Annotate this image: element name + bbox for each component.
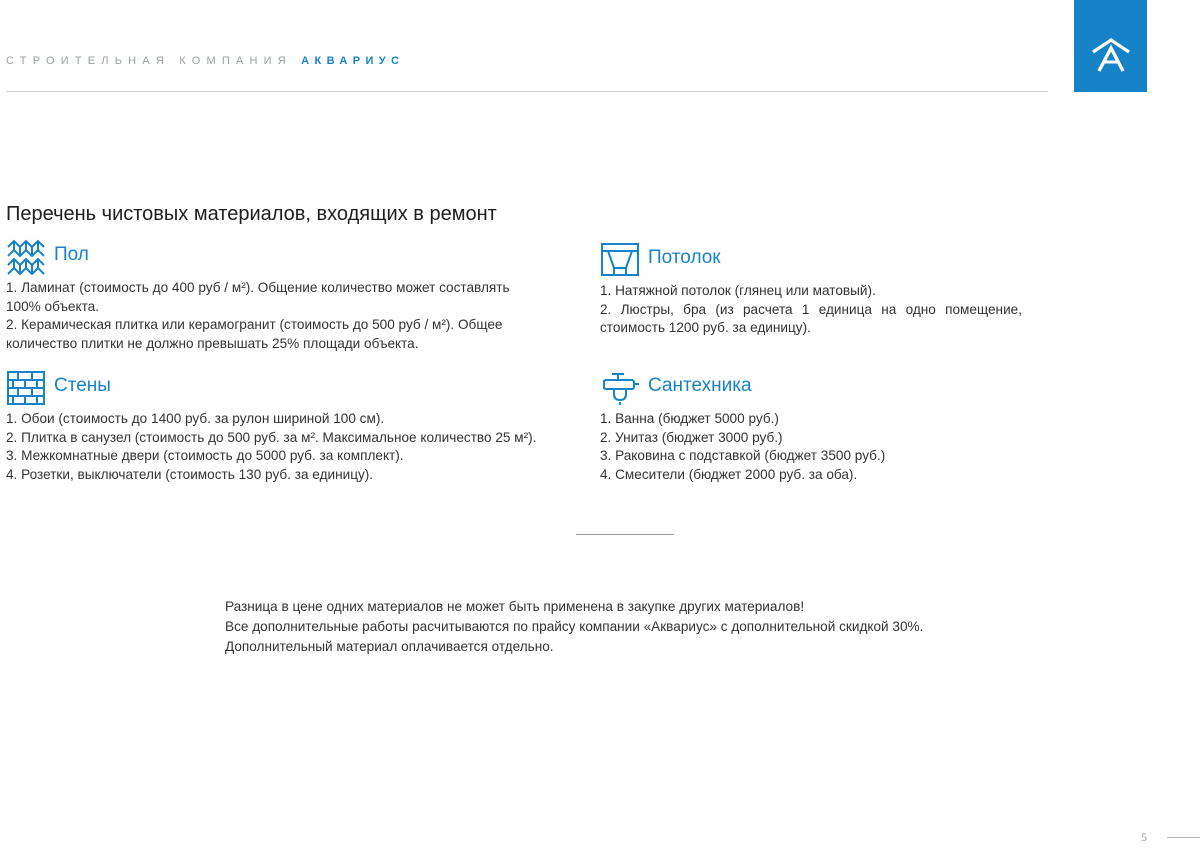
section-plumbing-title: Сантехника — [648, 375, 752, 396]
list-item: 1. Ламинат (стоимость до 400 руб / м²). Общение количество может составлять 100% объекта. — [6, 280, 510, 314]
header-divider — [6, 91, 1048, 92]
company-logo — [1074, 0, 1147, 92]
section-walls-title: Стены — [54, 375, 111, 396]
section-ceiling — [600, 242, 1022, 338]
company-label: СТРОИТЕЛЬНАЯ КОМПАНИЯ — [6, 55, 292, 67]
section-ceiling-list — [600, 282, 1022, 338]
ceiling-icon — [600, 242, 640, 278]
section-floor-header — [6, 239, 544, 273]
note-line: Все дополнительные работы расчитываются по прайсу компании «Аквариус» с дополнительной скидкой 30%. — [225, 619, 924, 634]
notes-block — [225, 597, 923, 657]
section-plumbing-list — [600, 410, 1020, 484]
section-ceiling-title: Потолок — [648, 247, 721, 268]
list-item: 1. Ванна (бюджет 5000 руб.) — [600, 411, 779, 426]
faucet-icon — [600, 370, 640, 406]
list-item: 3. Раковина с подставкой (бюджет 3500 руб.) — [600, 448, 886, 464]
list-item: 4. Розетки, выключатели (стоимость 130 руб. за единицу). — [6, 466, 374, 482]
header-brand — [6, 55, 404, 67]
list-item: 2. Унитаз (бюджет 3000 руб.) — [600, 429, 783, 445]
section-ceiling-header — [600, 242, 1022, 276]
list-item: 2. Плитка в санузел (стоимость до 500 руб. за м². Максимальное количество 25 м²). — [6, 429, 537, 445]
notes-divider — [576, 534, 674, 535]
list-item: 2. Люстры, бра (из расчета 1 единица на одно помещение, стоимость 1200 руб. за единицу). — [600, 301, 1022, 336]
company-name: АКВАРИУС — [301, 55, 405, 67]
section-floor — [6, 239, 544, 353]
section-floor-list — [6, 279, 544, 353]
section-walls-header — [6, 370, 586, 404]
section-walls — [6, 370, 586, 484]
section-floor-title: Пол — [54, 244, 89, 265]
roof-a-logo-icon — [1090, 38, 1132, 72]
parquet-icon — [6, 239, 46, 275]
section-plumbing — [600, 370, 1020, 484]
page-number: 5 — [1141, 830, 1147, 844]
page-number-rule — [1167, 837, 1200, 838]
list-item: 1. Обои (стоимость до 1400 руб. за рулон шириной 100 см). — [6, 411, 385, 426]
list-item: 1. Натяжной потолок (глянец или матовый). — [600, 283, 876, 298]
brick-wall-icon — [6, 370, 46, 406]
list-item: 3. Межкомнатные двери (стоимость до 5000 руб. за комплект). — [6, 448, 404, 464]
section-plumbing-header — [600, 370, 1020, 404]
list-item: 2. Керамическая плитка или керамогранит (стоимость до 500 руб / м²). Общее количество плитки не должно превышать 25% площади объекта. — [6, 317, 503, 351]
note-line: Разница в цене одних материалов не может быть применена в закупке других материалов! — [225, 599, 805, 614]
section-walls-list — [6, 410, 586, 484]
note-line: Дополнительный материал оплачивается отдельно. — [225, 639, 554, 654]
page-title: Перечень чистовых материалов, входящих в ремонт — [6, 203, 497, 225]
list-item: 4. Смесители (бюджет 2000 руб. за оба). — [600, 466, 858, 482]
